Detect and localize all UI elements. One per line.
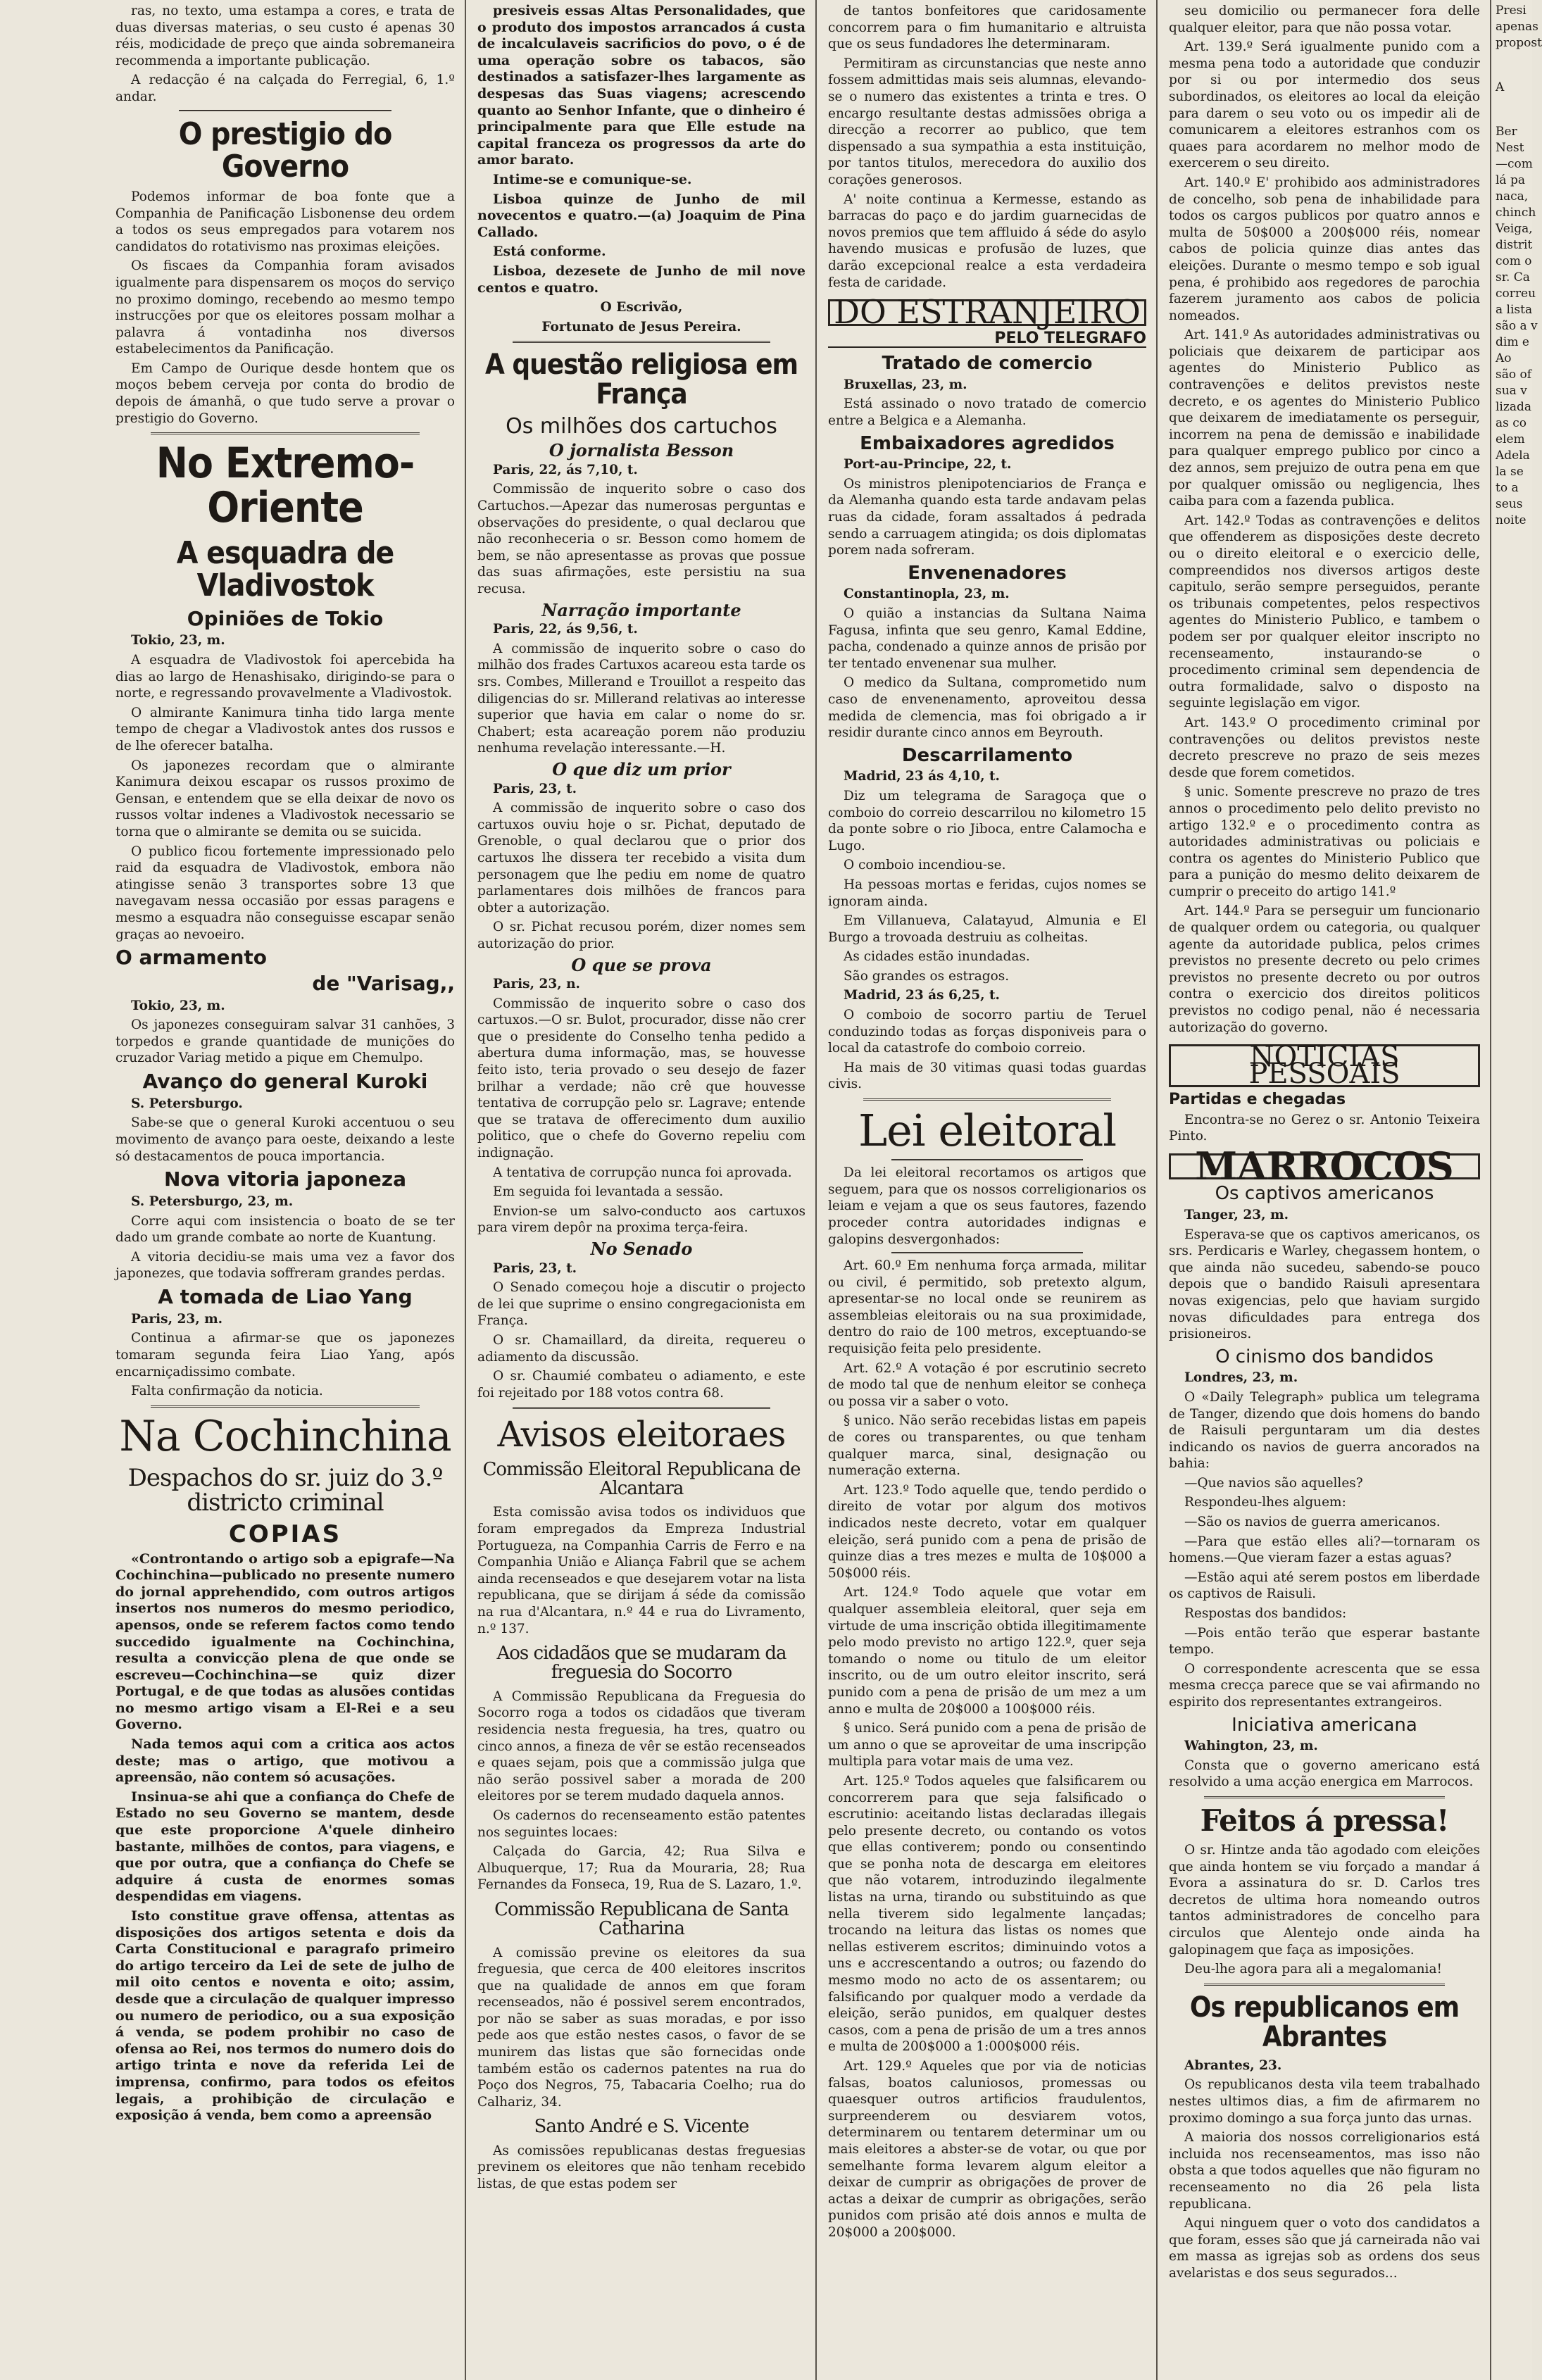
article-text: Art. 129.º Aqueles que por via de noticias falsas, boatos caluniosos, promessas ou quaesquer outros artificios fraudulentos, surpreenderem ou desviarem votos, determinarem ou tentarem determinar um ou mais eleitores a abster-se de votar, ou que por semelhante forma levarem algum eleitor a deixar de cumprir as obrigações de prover de actas a deixar de cumprir as obrigações, serão punidos com prisão até dois annos e multa de 20$000 a 200$000. [828,2059,1146,2240]
article-text: Em seguida foi levantada a sessão. [493,1184,724,1200]
article-text: Art. 123.º Todo aquelle que, tendo perdido o direito de votar por algum dos motivos indicados neste decreto, votar em qualquer eleição, será punido com a pena de prisão de quinze dias a tres mezes e multa de 10$000 a 50$000 réis. [828,1482,1146,1581]
dateline: Paris, 22, ás 7,10, t. [493,462,638,477]
article-text: Art. 60.º Em nenhuma força armada, militar ou civil, é permitido, sob pretexto algum, apresentar-se no local onde se reunirem as assembleias eleitorais ou na sua proximidade, dentro do raio de 100 metros, exceptuando-se requisição feita pelo presidente. [828,1258,1146,1357]
article-text: Encontra-se no Gerez o sr. Antonio Teixeira Pinto. [1169,1112,1480,1144]
separator [513,341,770,343]
article-text-bold: «Controntando o artigo sob a epigrafe—Na Cochinchina—publicado no presente numero do jornal apprehendido, com outros artigos insertos nos numeros do mesmo periodico, apensos, onde se referem factos como tendo succedido igualmente na Cochinchina, resulta a convicção plena de que onde se escreveu—Cochinchina—se quiz dizer Portugal, e de que todas as alusões contidas no mesmo artigo visam a El-Rei e a seu Governo. [115,1551,455,1733]
subhead-copias: COPIAS [228,1520,342,1549]
separator [151,1405,420,1408]
article-text: Respostas dos bandidos: [1184,1606,1347,1622]
dateline: Londres, 23, m. [1184,1370,1298,1386]
article-text: O medico da Sultana, comprometido num caso de envenenamento, aproveitou dessa medida de clemencia, mas foi obrigado a ir residir durante cinco annos em Beyrouth. [828,675,1146,741]
article-text: A commissão de inquerito sobre o caso dos cartuxos ouviu hoje o sr. Pichat, deputado de Grenoble, o qual declarou que o prior dos cartuxos lhe dissera ter recebido a visita dum personagem que lhe pediu em nome de quatro parlamentares dois milhões de francos para obter a autorização. [477,801,806,915]
partial-line: Veiga, [1496,222,1533,236]
partial-line: Adela [1496,449,1530,463]
partial-line: correu [1496,287,1536,301]
separator [891,1252,1083,1253]
article-text: As cidades estão inundadas. [844,949,1030,965]
dateline: Madrid, 23 ás 4,10, t. [844,769,1000,784]
subhead-opinioes: Opiniões de Tokio [187,606,384,630]
article-text: Os cadernos do recenseamento estão patentes nos seguintes locaes: [477,1808,806,1840]
article-text: O comboio incendiou-se. [844,858,1006,873]
article-text: O sr. Hintze anda tão agodado com eleições que ainda hontem se viu forçado a mandar á Evora a assinatura do sr. D. Carlos tres decretos de ultima hora nomeando outros tantos administradores de concelho para circulos que Alentejo onde ainda ha galopinagem que faça as imposições. [1169,1843,1480,1958]
dateline: S. Petersburgo. [131,1096,243,1111]
dateline: Madrid, 23 ás 6,25, t. [844,988,1000,1003]
article-text: A esquadra de Vladivostok foi apercebida ha dias ao largo de Henashisako, dirigindo-se para o norte, e regressando provavelmente a Vladivostok. [115,653,455,701]
subhead-kuroki: Avanço do general Kuroki [142,1070,428,1094]
subhead-catharina: Commissão Republicana de Santa Catharina [494,1898,789,1940]
article-text: O sr. Chaumié combateu o adiamento, e este foi rejeitado por 188 votos contra 68. [477,1369,806,1401]
partial-line: noite [1496,513,1527,527]
article-text-bold: Insinua-se ahi que a confiança do Chefe de Estado no seu Governo se mantem, desde que este proporcione A'quele dinheiro bastante, milhões de contos, para viagens, e que por outra, que a confiança do Chefe se adquire á custa de enormes somas despendidas em viagens. [115,1789,455,1905]
article-text: Respondeu-lhes alguem: [1184,1495,1346,1510]
article-text: § unico. Não serão recebidas listas em papeis de cores ou transparentes, ou que tenham qualquer marca, sinal, designação ou numeração externa. [828,1413,1146,1479]
article-text: Calçada do Garcia, 42; Rua Silva e Albuquerque, 17; Rua da Mouraria, 28; Rua Fernandes da Fonseca, 19, Rua de S. Lazaro, 1.º. [477,1844,806,1893]
separator [151,432,420,434]
partial-text-lines [1496,3,1542,529]
headline-cochinchina: Na Cochinchina [119,1411,451,1461]
subhead-embaixadores: Embaixadores agredidos [860,432,1115,454]
article-text: Art. 141.º As autoridades administrativas ou policiais que deixarem de participar aos agentes do Ministerio Publico as contravenções e delitos previstos neste decreto, e os agentes do Ministerio Publico que deixarem de imediatamente os perseguir, incorrem na pena de demissão e inabilidade para qualquer emprego publico por cinco a dez annos, sem prejuizo de outra pena em que por qualquer omissão ou negligencia, lhes caiba para com a fazenda publica. [1169,327,1480,509]
article-text: O sr. Chamaillard, da direita, requereu o adiamento da discussão. [477,1332,806,1365]
subhead-prova: O que se prova [571,954,712,975]
dateline: Port-au-Principe, 22, t. [844,457,1012,472]
column-rule [1490,0,1491,2380]
column-rule [465,0,466,2380]
separator [891,1159,1083,1160]
partial-line: lá pa [1496,173,1525,187]
separator [1204,1984,1445,1986]
partial-line: chinch [1496,206,1536,220]
article-text: seu domicilio ou permanecer fora delle qualquer eleitor, para que não possa votar. [1169,4,1480,35]
headline-avisos: Avisos eleitoraes [497,1414,786,1455]
article-text: Continua a afirmar-se que os japonezes tomaram segunda feira Liao Yang, após encarniçadissimo combate. [115,1331,455,1379]
article-text-bold: Intime-se e comunique-se. [493,171,692,187]
article-text: —São os navios de guerra americanos. [1184,1515,1441,1530]
article-text: A commissão de inquerito sobre o caso do milhão dos frades Cartuxos acareou esta tarde os srs. Combes, Millerand e Trouillot a respeito das diligencias do sr. Millerand relativas ao interesse superior que havia em calar o nome do sr. Chabert; esta acareação porem não produziu nenhuma revelação interessante.—H. [477,641,806,756]
article-text: —Que navios são aquelles? [1184,1475,1363,1491]
separator [863,1098,1111,1101]
article-text: Esta comissão avisa todos os individuos que foram empregados da Empreza Industrial Portugueza, na Companhia Carris de Ferro e na Companhia União e Aliança Fabril que se achem ainda recenseados e que desejarem votar na lista republicana, que se dirijam á séde da comissão na rua d'Alcantara, n.º 44 e rua do Livramento, n.º 137. [477,1505,806,1636]
column-1 [106,0,465,2380]
article-text: Art. 143.º O procedimento criminal por contravenções ou delitos previstos neste decreto prescreve no prazo de seis mezes desde que forem cometidos. [1169,715,1480,780]
article-text: Consta que o governo americano está resolvido a uma acção energica em Marrocos. [1169,1758,1480,1790]
article-text: São grandes os estragos. [844,968,1010,984]
subhead-santo-andre: Santo André e S. Vicente [534,2116,749,2138]
partial-line: apenas [1496,20,1538,34]
subhead-tratado: Tratado de comercio [882,353,1093,375]
partial-line: lizada [1496,400,1531,414]
partial-line: com o [1496,254,1532,268]
article-text: Art. 142.º Todas as contravenções e delitos que offenderem as disposições deste decreto ou o direito eleitoral e o exercicio delle, compreendidos nos diversos artigos deste capitulo, serão sempre perseguidos, perante os tribunais competentes, pelos respectivos agentes do Ministerio Publico, e tambem o podem ser por qualquer eleitor inscripto no recenseamento, instaurando-se o procedimento criminal sem dependencia de outra formalidade, salvo o disposto na seguinte legislação em vigor. [1169,513,1480,711]
subhead-prior: O que diz um prior [552,758,731,779]
article-text: Art. 139.º Será igualmente punido com a mesma pena todo a autoridade que conduzir por si ou por intermedio dos seus subordinados, os eleitores ao local da eleição para darem o seu voto ou os impedir ali de comunicarem a eleitores estranhos com os quaes para acordarem no melhor modo de exercerem o seu direito. [1169,39,1480,171]
partial-line: Ao [1496,351,1512,365]
partial-line: sua v [1496,384,1527,398]
article-text: A vitoria decidiu-se mais uma vez a favor dos japonezes, que todavia soffreram grandes perdas. [115,1249,455,1282]
headline-religiosa: A questão religiosa em França [484,349,798,411]
headline-pessoais: NOTICIAS PESSOAIS [1169,1044,1480,1087]
article-text: Esperava-se que os captivos americanos, os srs. Perdicaris e Warley, chegassem hontem, o que ainda não sucedeu, sabendo-se pouco depois que o bandido Raisuli apresentara novas exigencias, pelo que haviam surgido novas dificuldades para entrega dos prisioneiros. [1169,1227,1480,1342]
partial-line: la se [1496,465,1524,479]
column-4 [1159,0,1490,2380]
subhead-captivos: Os captivos americanos [1215,1183,1434,1205]
article-text: Art. 124.º Todo aquele que votar em qualquer assembleia eleitoral, quer seja em virtude de uma inscrição obtida illegitimamente pelo modo previsto no artigo 122.º, quer seja tomando o nome ou titulo de um eleitor inscrito, ou de um outro eleitor inscrito, será punido com a pena de prisão de um mez a um anno e multa de 20$000 a 100$000 réis. [828,1585,1146,1717]
partial-line: as co [1496,416,1527,430]
article-text: Ha pessoas mortas e feridas, cujos nomes se ignoram ainda. [828,877,1146,909]
article-text: Em Villanueva, Calatayud, Almunia e El Burgo a trovoada destruiu as colheitas. [828,913,1146,945]
headline-feitos: Feitos á pressa! [1200,1803,1449,1838]
article-text: ras, no texto, uma estampa a cores, e trata de duas diversas materias, o seu custo é apenas 30 réis, modicidade de preço que ainda sobremaneira recommenda a importante publicação. [115,4,455,68]
partial-line: são of [1496,368,1532,382]
article-text: A maioria dos nossos correligionarios está incluida nos recenseamentos, mas isso não obsta a que todos aquelles que não figuram no recenseamento no dia 26 pela lista republicana. [1169,2130,1480,2212]
article-text-bold: Nada temos aqui com a critica aos actos deste; mas o artigo, que motivou a apreensão, não contem só acusações. [115,1736,455,1786]
partial-line: to a [1496,481,1519,495]
article-text: de tantos bonfeitores que caridosamente concorrem para o fim humanitario e altruista que os seus fundadores lhe determinaram. [828,4,1146,52]
article-text: Os republicanos desta vila teem trabalhado nestes ultimos dias, a fim de afirmarem no proximo domingo a sua força junto das urnas. [1169,2077,1480,2126]
dateline: Constantinopla, 23, m. [844,587,1010,602]
article-text: Da lei eleitoral recortamos os artigos que seguem, para que os nossos correligionarios os leiam e vejam a que os seus fautores, fazendo proceder contra autoridades indignas e galopins desvergonhados: [828,1165,1146,1247]
article-text: Ha mais de 30 vitimas quasi todas guardas civis. [828,1060,1146,1092]
article-text: Diz um telegrama de Saragoça que o comboio do correio descarrilou no kilometro 15 da ponte sobre o rio Jiboca, entre Calamocha e Lugo. [828,788,1146,853]
subhead-varisag: de "Varisag,, [312,971,455,995]
article-text: —Estão aqui até serem postos em liberdade os captivos de Raisuli. [1169,1570,1480,1602]
subhead-comissao: Commissão Eleitoral Republicana de Alcantara [482,1458,801,1500]
headline-despachos: Despachos do sr. juiz do 3.º districto criminal [127,1463,443,1517]
subhead-armamento: O armamento [115,946,268,970]
article-text: —Pois então terão que esperar bastante tempo. [1169,1625,1480,1658]
article-text-bold: presiveis essas Altas Personalidades, que o produto dos impostos arrancados á custa de incalculaveis sacrificios do povo, o é de uma operação sobre os tabacos, são destinados a satisfazer-lhes largamente as despesas das Suas viagens; acrescendo quanto ao Senhor Infante, que o dinheiro é principalmente para que Elle estude na capital franceza os progressos da arte do amor barato. [477,3,806,168]
article-text: § unic. Somente prescreve no prazo de tres annos o procedimento pelo delito previsto no artigo 132.º e o procedimento contra as autoridades administrativas ou policiais e contra os agentes do Ministerio Publico que para a punição do mesmo delito deixarem de cumprir o preceito do artigo 141.º [1169,784,1480,899]
subhead-descarrilamento: Descarrilamento [901,744,1073,766]
article-text: Podemos informar de boa fonte que a Companhia de Panificação Lisbonense deu ordem a todos os seus empregados para votarem nos candidatos do rotativismo nas proximas eleições. [115,189,455,254]
article-text: Os ministros plenipotenciarios de França e da Alemanha quando esta tarde andavam pelas ruas da cidade, foram assaltados á pedrada sendo a carruagem atingida; os dois diplomatas porem nada sofreram. [828,476,1146,558]
article-text: A comissão previne os eleitores da sua freguesia, que cerca de 400 eleitores inscritos que na qualidade de annos em que foram recenseados, não é possivel serem encontrados, por não se saber as suas moradas, e por isso pede aos que estão nestes casos, o favor de se munirem das listas que são fornecidas onde também estão os cadernos patentes na rua do Poço dos Negros, 75, Tabacaria Coelho; rua do Calhariz, 34. [477,1945,806,2110]
partial-line: —com [1496,157,1533,171]
column-2 [468,0,815,2380]
separator [513,1407,770,1409]
headline-extremo-oriente: No Extremo-Oriente [156,439,415,533]
subhead-partidas: Partidas e chegadas [1169,1091,1346,1109]
partial-line: seus [1496,497,1523,511]
dateline: Tokio, 23, m. [131,633,225,649]
partial-line: Presi [1496,4,1527,18]
article-text: O almirante Kanimura tinha tido larga mente tempo de chegar a Vladivostok antes dos russos e de lhe oferecer batalha. [115,705,455,753]
article-text-bold: Isto constitue grave offensa, attentas as disposições dos artigos setenta e dois da Carta Constitucional e paragrafo primeiro do artigo terceiro da Lei de sete de julho de mil oito centos e noventa e oito; assim, desde que a circulação de qualquer impresso ou numero de periodico, ou a sua exposição á venda, se podem prohibir no caso de ofensa ao Rei, nos termos do numero dois do artigo trinta e nove da referida Lei de imprensa, confirmo, para todos os efeitos legais, a prohibição de circulação e exposição á venda, bem como a apreensão [115,1908,455,2124]
dateline: S. Petersburgo, 23, m. [131,1194,294,1210]
dateline: Paris, 23, m. [131,1311,223,1327]
article-text: Envion-se um salvo-conducto aos cartuxos para virem depôr na proxima terça-feira. [477,1203,806,1236]
column-3 [818,0,1156,2380]
article-text: O comboio de socorro partiu de Teruel conduzindo todas as forças disponiveis para o local da catastrofe do comboio correio. [828,1008,1146,1056]
article-text: Commissão de inquerito sobre o caso dos cartuxos.—O sr. Bulot, procurador, disse não crer que o presidente do Conselho tenha pedido a abertura duma informação, mas, se houvesse feito isto, teria provado o seu desejo de fazer brilhar a verdade; não crê que houvesse tentativa de corrupção pelo sr. Lagrave; entende que se tratava de offerecimento dum auxilio politico, que o chefe do Governo repeliu com indignação. [477,996,806,1161]
article-text: Aqui ninguem quer o voto dos candidatos a que foram, esses são que já carneirada não vai em massa as igrejas sob as ordens dos seus avelaristas e dos seus segurados... [1169,2216,1480,2281]
article-text: Os japonezes conseguiram salvar 31 canhões, 3 torpedos e grande quantidade de munições do cruzador Variag metido a pique em Chemulpo. [115,1017,455,1066]
separator [1204,1796,1445,1798]
article-text: A redacção é na calçada do Ferregial, 6, 1.º andar. [115,73,455,104]
subhead-besson: O jornalista Besson [549,440,734,461]
article-text: Art. 62.º A votação é por escrutinio secreto de modo tal que de nenhum eleitor se conheça ou possa vir a saber o voto. [828,1360,1146,1409]
headline-abrantes: Os republicanos em Abrantes [1189,1991,1460,2053]
partial-line: dim e [1496,335,1529,349]
article-text: O publico ficou fortemente impressionado pelo raid da esquadra de Vladivostok, embora não atingisse senão 3 transportes sobre 13 que navegavam nessa occasião por essas paragens e mesmo a esquadra não conseguisse escapar senão graças ao nevoeiro. [115,844,455,942]
article-text: Deu-lhe agora para ali a megalomania! [1184,1962,1442,1977]
partial-line: Ber [1496,125,1517,139]
article-text: Os japonezes recordam que o almirante Kanimura deixou escapar os russos proximo de Gensan, e entendem que se ella deixar de novo os russos voltar indenes a Vladivostok necessario se torna que o almirante se demita ou se suicida. [115,758,455,839]
partial-line: A [1496,80,1505,94]
article-text: Commissão de inquerito sobre o caso dos Cartuchos.—Apezar das numerosas perguntas e observações do presidente, o qual declarou que não reconheceria o sr. Besson como homem de bem, se não apresentasse as provas que possue das suas afirmações, este persistiu na sua recusa. [477,482,806,597]
column-rule [815,0,817,2380]
article-text: A tentativa de corrupção nunca foi aprovada. [493,1165,792,1180]
article-text: Art. 125.º Todos aqueles que falsificarem ou concorrerem para que seja falsificado o escrutinio: aceitando listas declaradas illegais pelo presente decreto, ou contando os votos que ellas contiverem; pondo ou consentindo que se ponha nota de descarga em eleitores que não votarem, introduzindo ilegalmente listas na urna, tirando ou substituindo as que nella tiverem sido legalmente lançadas; trocando na leitura das listas os nomes que nellas estiverem escritos; diminuindo votos a uns e accrescentando a outros; ou fazendo do mesmo modo no acto de os assentarem; ou falsificando por qualquer modo a verdade da eleição, serão punidos, em qualquer destes casos, com a pena de prisão de um a tres annos e multa de 200$000 a 1:000$000 réis. [828,1773,1146,2055]
article-text: Permitiram as circunstancias que neste anno fossem admittidas mais seis alumnas, elevando-se o numero das existentes a trinta e tres. O encargo resultante destas admissões obriga a direcção a recorrer ao publico, que tem dispensado a sua sympathia a esta instituição, por tantos titulos, merecedora do auxilio dos corações generosos. [828,56,1146,187]
article-text: § unico. Será punido com a pena de prisão de um anno o que se aproveitar de uma inscripção multipla para votar mais de uma vez. [828,1721,1146,1770]
headline-prestigio: O prestigio do Governo [178,115,392,184]
partial-line: naca, [1496,189,1529,203]
article-text: O Senado começou hoje a discutir o projecto de lei que suprime o ensino congregacionista em França. [477,1280,806,1329]
article-text: O correspondente acrescenta que se essa mesma crecça parece que se vai afirmando no espirito dos representantes extrangeiros. [1169,1661,1480,1710]
article-text: Sabe-se que o general Kuroki accentuou o seu movimento de avanço para oeste, deixando a leste só destacamentos de pouca importancia. [115,1115,455,1164]
article-text: Art. 144.º Para se perseguir um funcionario de qualquer ordem ou categoria, ou qualquer agente da autoridade publica, pelos crimes previstos no presente decreto ou pelo crimes previstos no presente decreto ou por outros contra o exercicio dos direitos politicos previstos no codigo penal, não é necessaria autorização do governo. [1169,903,1480,1035]
article-text: O quião a instancias da Sultana Naima Fagusa, infinta que seu genro, Kamal Eddine, pacha, condenado a quinze annos de prisão por ter tentado envenenar sua mulher. [828,606,1146,671]
separator [179,110,391,111]
article-text: —Para que estão elles ali?—tornaram os homens.—Que vieram fazer a estas aguas? [1169,1534,1480,1566]
article-text: Em Campo de Ourique desde hontem que os moços bebem cerveja por conta do brodio de depois de ámanhã, o que tudo serve a provar o prestigio do Governo. [115,361,455,426]
article-text: A' noite continua a Kermesse, estando as barracas do paço e do jardim guarnecidas de novos premios que tem affluido á séde do asylo havendo musicas e profusão de luzes, que darão excepcional realce a esta verdadeira festa de caridade. [828,192,1146,290]
subhead-cinismo: O cinismo dos bandidos [1215,1346,1434,1367]
article-text: As comissões republicanas destas freguesias previnem os eleitores que não tenham recebido listas, de que estas podem ser [477,2143,806,2191]
article-text: O «Daily Telegraph» publica um telegrama de Tanger, dizendo que dois homens do bando de Raisuli perguntaram um dia destes indicando os navios de guerra ancorados na bahia: [1169,1389,1480,1472]
article-text-bold: Lisboa quinze de Junho de mil novecentos e quatro.—(a) Joaquim de Pina Callado. [477,191,806,240]
subhead-socorro: Aos cidadãos que se mudaram da freguesia do Socorro [496,1643,786,1684]
dateline: Wahington, 23, m. [1184,1739,1318,1754]
headline-lei-eleitoral: Lei eleitoral [858,1105,1117,1157]
column-5-partial [1493,0,1542,2380]
article-text: Falta confirmação da noticia. [131,1384,323,1399]
subhead-liaoyang: A tomada de Liao Yang [158,1285,413,1309]
dateline: Tanger, 23, m. [1184,1207,1289,1222]
subhead-vitoria: Nova vitoria japoneza [164,1167,406,1191]
subhead-envenenadores: Envenenadores [908,562,1067,584]
subhead-narracao: Narração importante [541,599,741,620]
headline-marrocos: MARROCOS [1169,1153,1480,1180]
partial-line: a lista [1496,303,1533,317]
article-text: Está assinado o novo tratado de comercio entre a Belgica e a Alemanha. [828,396,1146,429]
article-text: O sr. Pichat recusou porém, dizer nomes sem autorização do prior. [477,920,806,951]
signature-name: Fortunato de Jesus Pereira. [541,319,741,334]
dateline: Paris, 23, n. [493,977,580,992]
dateline: Paris, 23, t. [493,1260,577,1276]
partial-line: são a v [1496,319,1538,333]
signature-title: O Escrivão, [600,300,683,315]
partial-line: propost [1496,36,1542,50]
article-text-bold: Lisboa, dezesete de Junho de mil nove centos e quatro. [477,263,806,296]
dateline: Paris, 22, ás 9,56, t. [493,622,638,637]
dateline: Abrantes, 23. [1184,2058,1282,2073]
subhead-senado: No Senado [590,1239,693,1259]
subhead-telegrafo: PELO TELEGRAFO [828,330,1146,349]
dateline: Tokio, 23, m. [131,998,225,1013]
partial-line: Nest [1496,141,1524,155]
article-text: Corre aqui com insistencia o boato de se ter dado um grande combate ao norte de Kuantung. [115,1213,455,1246]
article-text: Os fiscaes da Companhia foram avisados igualmente para dispensarem os moços do serviço no proximo domingo, recebendo ao mesmo tempo instrucções por que os eleitores possam molhar a palavra á vontadinha nos diversos estabelecimentos da Panificação. [115,258,455,357]
dateline: Paris, 23, t. [493,781,577,796]
headline-estrangeiro: DO ESTRANJEIRO [828,299,1146,326]
article-text: Art. 140.º E' prohibido aos administradores de concelho, sob pena de inhabilidade para todos os cargos publicos por quatro annos e multa de 50$000 a 200$000 réis, nomear cabos de policia quinze dias antes das eleições. Durante o mesmo tempo e sob igual pena, é prohibido aos regedores de parochia fazerem juramento aos cabos de policia nomeados. [1169,175,1480,323]
column-rule [1156,0,1158,2380]
article-text: A Commissão Republicana da Freguesia do Socorro roga a todos os cidadãos que tiveram residencia nesta freguesia, ha tres, quatro ou cinco annos, a fineza de vêr se estão recenseados e quaes sejam, pois que a commissão julga que não serão possivel saber a morada de 200 eleitores por se terem mudado daquela annos. [477,1689,806,1804]
subhead-iniciativa: Iniciativa americana [1231,1714,1417,1736]
subhead-cartuchos: Os milhões dos cartuchos [506,414,777,439]
partial-line: elem [1496,432,1525,446]
headline-esquadra: A esquadra de Vladivostok [176,535,394,604]
partial-line: distrit [1496,238,1533,252]
partial-line: sr. Ca [1496,270,1530,284]
article-text-bold: Está conforme. [493,244,606,260]
dateline: Bruxellas, 23, m. [844,377,967,392]
